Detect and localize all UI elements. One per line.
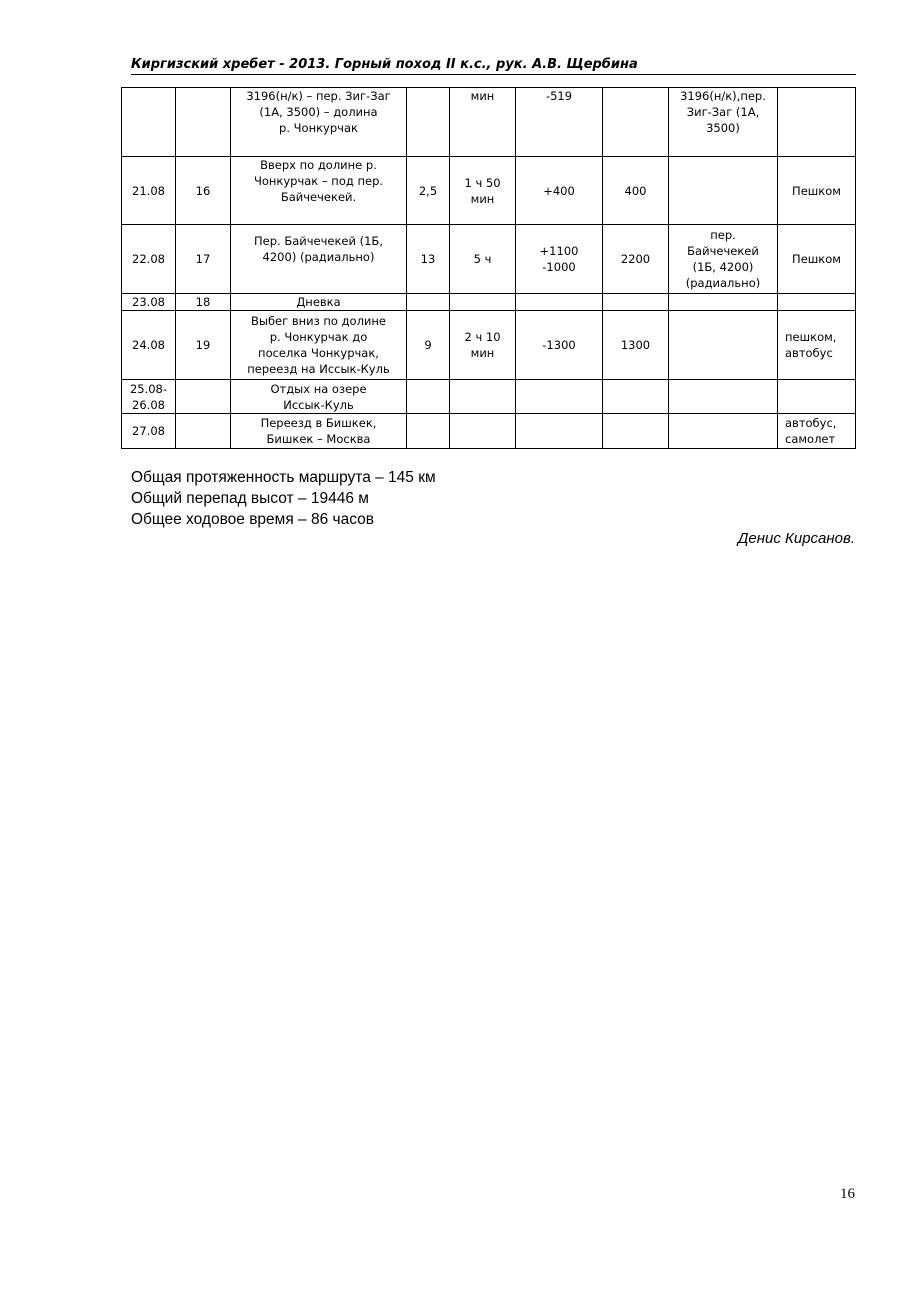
day-cell (176, 414, 231, 449)
distance-cell: 9 (407, 311, 450, 380)
table-row (122, 157, 856, 225)
pass-cell: пер. Байчечекей (1Б, 4200) (радиально) (669, 225, 778, 294)
route-cell: Переезд в Бишкек, Бишкек – Москва (231, 414, 407, 449)
height-cell (516, 294, 603, 311)
height-cell: +400 (516, 157, 603, 225)
date-cell: 27.08 (122, 414, 176, 449)
pass-cell (669, 414, 778, 449)
altitude-cell: 1300 (603, 311, 669, 380)
day-cell: 16 (176, 157, 231, 225)
time-cell: 1 ч 50 мин (450, 157, 516, 225)
table-row (122, 380, 856, 414)
pass-cell (669, 380, 778, 414)
mode-cell: пешком, автобус (778, 311, 856, 380)
time-cell: 2 ч 10 мин (450, 311, 516, 380)
distance-cell (407, 414, 450, 449)
time-cell: 5 ч (450, 225, 516, 294)
pass-cell (669, 294, 778, 311)
date-cell: 25.08- 26.08 (122, 380, 176, 414)
altitude-cell (603, 380, 669, 414)
time-cell: мин (450, 88, 516, 157)
distance-cell: 13 (407, 225, 450, 294)
altitude-cell: 400 (603, 157, 669, 225)
day-cell: 17 (176, 225, 231, 294)
distance-cell (407, 294, 450, 311)
day-cell (176, 88, 231, 157)
time-cell (450, 294, 516, 311)
route-cell: Выбег вниз по долине р. Чонкурчак до поселка Чонкурчак, переезд на Иссык-Куль (231, 311, 407, 380)
distance-cell (407, 88, 450, 157)
document-header: Киргизский хребет - 2013. Горный поход II к.с., рук. А.В. Щербина (131, 55, 856, 75)
table-row (122, 225, 856, 294)
altitude-cell (603, 88, 669, 157)
mode-cell (778, 380, 856, 414)
height-cell: -1300 (516, 311, 603, 380)
height-cell: +1100 -1000 (516, 225, 603, 294)
day-cell: 18 (176, 294, 231, 311)
table-row (122, 414, 856, 449)
distance-cell (407, 380, 450, 414)
route-cell: Отдых на озере Иссык-Куль (231, 380, 407, 414)
summary-elevation: Общий перепад высот – 19446 м (131, 490, 369, 507)
route-table (121, 87, 856, 449)
pass-cell (669, 157, 778, 225)
distance-cell: 2,5 (407, 157, 450, 225)
time-cell (450, 380, 516, 414)
date-cell (122, 88, 176, 157)
pass-cell (669, 311, 778, 380)
mode-cell: Пешком (778, 225, 856, 294)
author-signature: Денис Кирсанов. (737, 530, 855, 547)
route-cell: Дневка (231, 294, 407, 311)
mode-cell (778, 294, 856, 311)
height-cell: -519 (516, 88, 603, 157)
mode-cell: Пешком (778, 157, 856, 225)
summary-length: Общая протяженность маршрута – 145 км (131, 469, 436, 486)
date-cell: 22.08 (122, 225, 176, 294)
pass-cell: 3196(н/к),пер. Зиг-Заг (1А, 3500) (669, 88, 778, 157)
date-cell: 23.08 (122, 294, 176, 311)
summary-time: Общее ходовое время – 86 часов (131, 511, 374, 528)
table-row (122, 311, 856, 380)
route-cell: 3196(н/к) – пер. Зиг-Заг (1А, 3500) – долина р. Чонкурчак (231, 88, 407, 157)
table-row (122, 294, 856, 311)
mode-cell (778, 88, 856, 157)
height-cell (516, 380, 603, 414)
altitude-cell (603, 294, 669, 311)
altitude-cell (603, 414, 669, 449)
route-cell: Пер. Байчечекей (1Б, 4200) (радиально) (231, 225, 407, 294)
route-summary (131, 467, 436, 530)
route-cell: Вверх по долине р. Чонкурчак – под пер. Байчечекей. (231, 157, 407, 225)
height-cell (516, 414, 603, 449)
page-number: 16 (840, 1186, 855, 1202)
mode-cell: автобус, самолет (778, 414, 856, 449)
time-cell (450, 414, 516, 449)
day-cell (176, 380, 231, 414)
day-cell: 19 (176, 311, 231, 380)
table-row (122, 88, 856, 157)
date-cell: 24.08 (122, 311, 176, 380)
altitude-cell: 2200 (603, 225, 669, 294)
date-cell: 21.08 (122, 157, 176, 225)
